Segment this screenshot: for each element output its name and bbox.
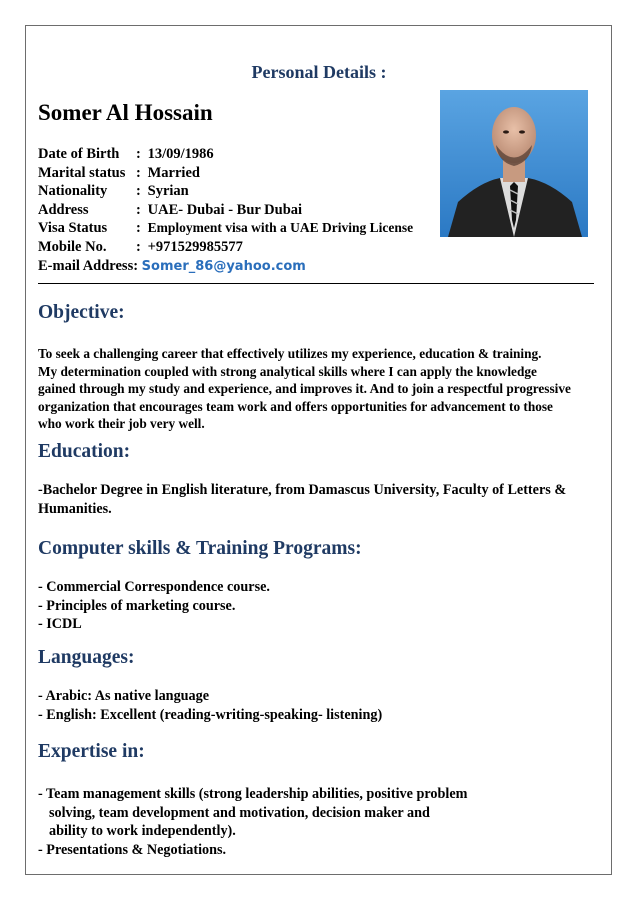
detail-row-marital: Marital status : Married — [38, 164, 200, 181]
education-line: Humanities. — [38, 500, 112, 517]
detail-value: 13/09/1986 — [147, 146, 214, 162]
list-item: - Presentations & Negotiations. — [38, 841, 227, 858]
languages-list — [38, 687, 382, 724]
education-line: -Bachelor Degree in English literature, from Damascus University, Faculty of Letters & — [38, 482, 567, 498]
objective-line: gained through my study and experience, and improves it. And to join a respectful progressive — [38, 381, 571, 397]
list-item: - Team management skills (strong leadership abilities, positive problem — [38, 786, 468, 802]
objective-line: My determination coupled with strong analytical skills where I can apply the knowledge — [38, 363, 537, 379]
list-item: - ICDL — [38, 616, 82, 633]
detail-value: Married — [147, 164, 200, 181]
objective-line: To seek a challenging career that effectively utilizes my experience, education & training. — [38, 346, 542, 361]
list-item: solving, team development and motivation, decision maker and — [49, 804, 430, 821]
detail-row-email — [38, 257, 413, 276]
expertise-list — [38, 785, 467, 859]
detail-label: Visa Status — [38, 220, 108, 237]
objective-line: who work their job very well. — [38, 416, 205, 432]
detail-label: Marital status — [38, 164, 126, 181]
list-item: - Principles of marketing course. — [38, 597, 236, 614]
objective-line: organization that encourages team work and offers opportunities for advancement to those — [38, 398, 553, 414]
detail-label: Date of Birth — [38, 146, 120, 162]
computer-skills-heading: Computer skills & Training Programs: — [38, 538, 362, 559]
detail-value: +971529985577 — [147, 238, 243, 255]
objective-text — [38, 345, 604, 433]
list-item: ability to work independently). — [49, 823, 236, 840]
computer-skills-list — [38, 578, 270, 634]
languages-heading: Languages: — [38, 647, 135, 668]
detail-row-visa: Visa Status : Employment visa with a UAE Driving License — [38, 220, 414, 237]
detail-value: UAE- Dubai - Bur Dubai — [147, 201, 303, 218]
detail-value: Employment visa with a UAE Driving License — [147, 220, 414, 236]
education-text — [38, 481, 566, 518]
list-item: - Commercial Correspondence course. — [38, 579, 270, 595]
detail-label: E-mail Address: — [38, 257, 139, 274]
list-item: - English: Excellent (reading-writing-speaking- listening) — [38, 706, 383, 723]
detail-row-mobile: Mobile No. : +971529985577 — [38, 238, 243, 255]
objective-heading: Objective: — [38, 302, 125, 323]
email-link[interactable]: Somer_86@yahoo.com — [141, 258, 306, 274]
list-item: - Arabic: As native language — [38, 688, 210, 704]
detail-row-dob: Date of Birth : 13/09/1986 — [38, 146, 214, 162]
detail-label: Nationality — [38, 183, 108, 200]
profile-photo — [440, 90, 588, 237]
personal-details-list — [38, 145, 413, 275]
section-divider — [38, 283, 594, 284]
detail-label: Address — [38, 201, 89, 218]
detail-value: Syrian — [147, 183, 189, 200]
expertise-heading: Expertise in: — [38, 741, 145, 762]
personal-details-title: Personal Details : — [251, 62, 387, 82]
detail-label: Mobile No. — [38, 238, 107, 255]
candidate-name: Somer Al Hossain — [38, 100, 213, 125]
education-heading: Education: — [38, 441, 131, 462]
detail-row-nationality: Nationality : Syrian — [38, 183, 189, 200]
detail-row-address: Address : UAE- Dubai - Bur Dubai — [38, 201, 303, 218]
